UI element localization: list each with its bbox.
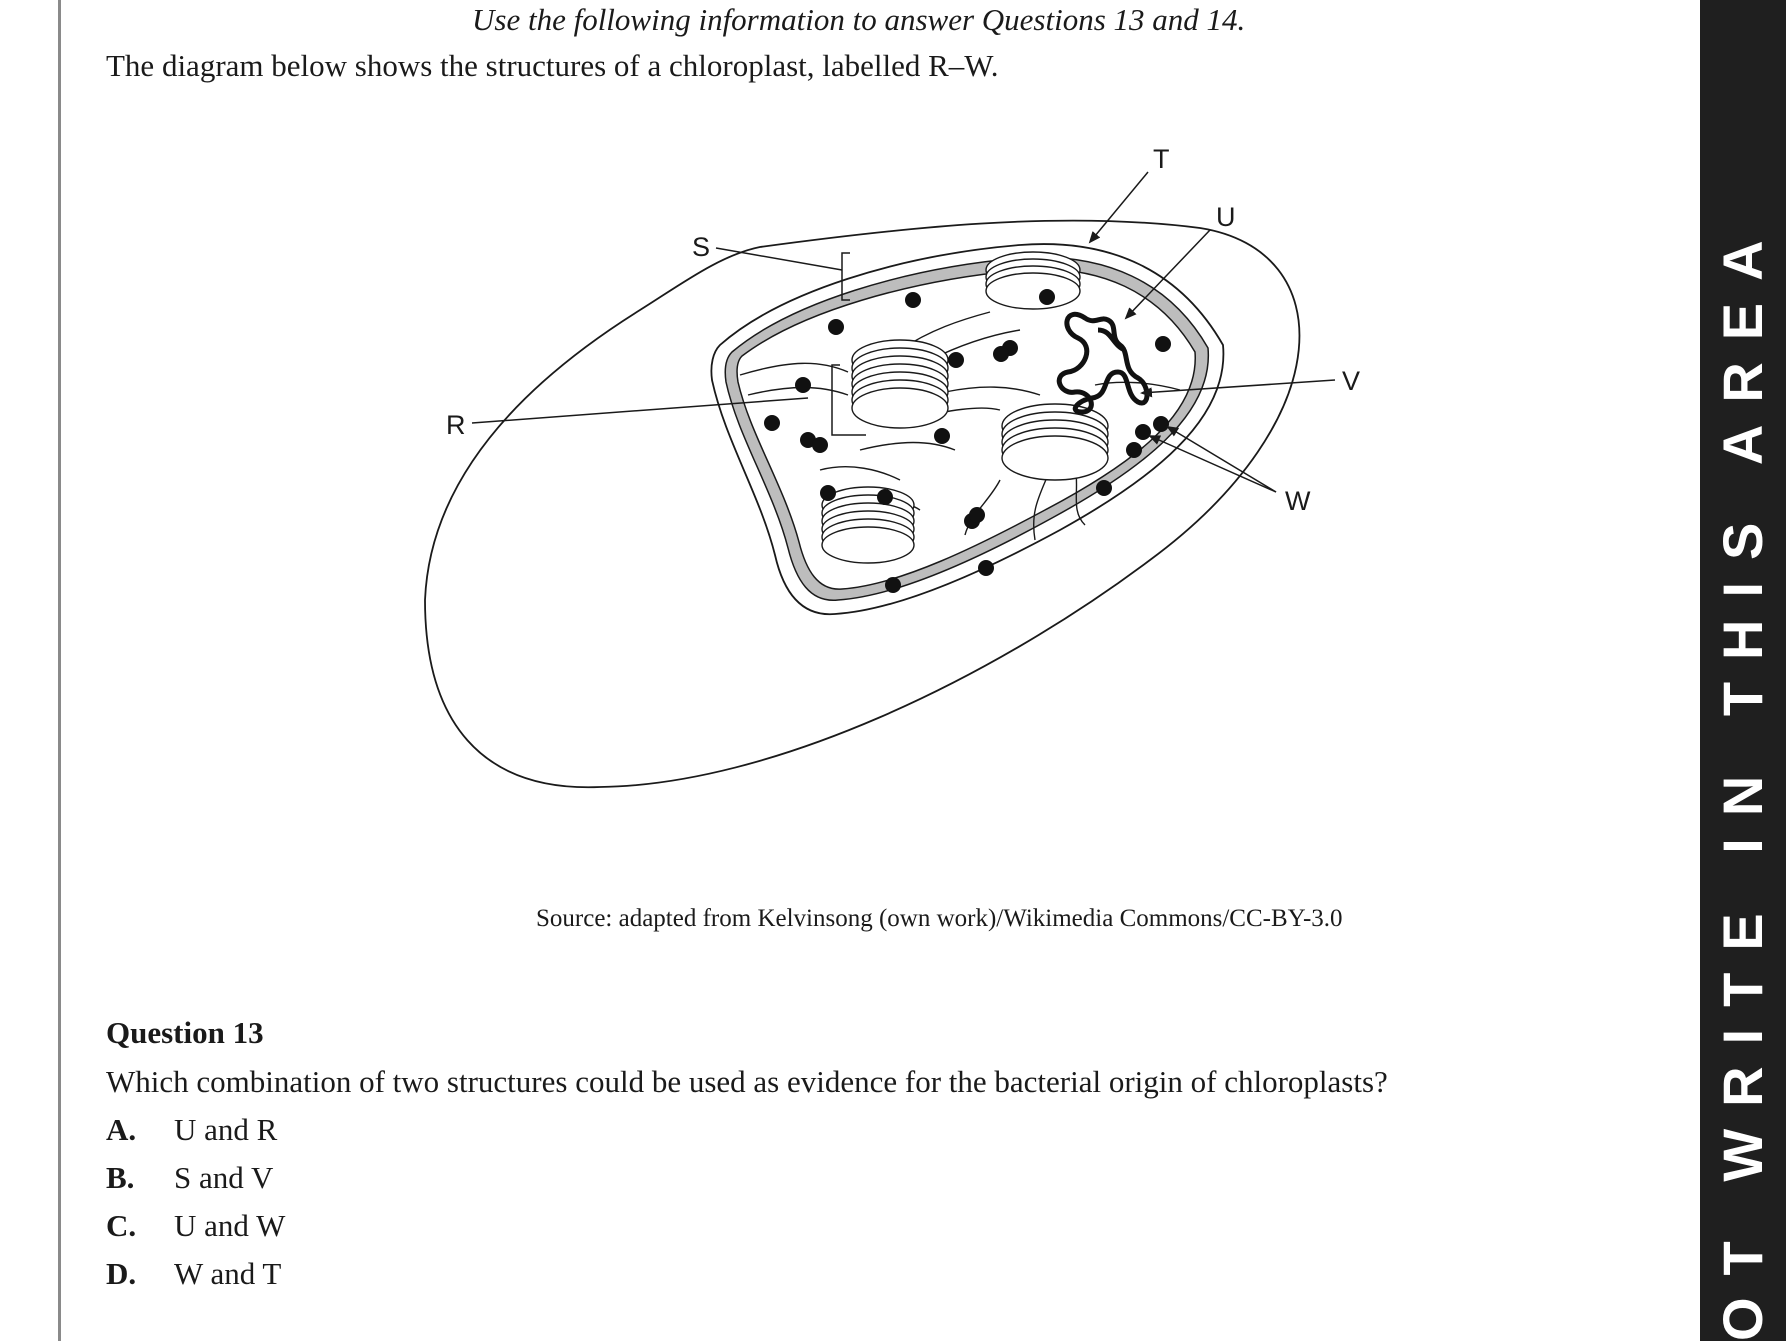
granum-center [1002, 404, 1108, 480]
label-s: S [692, 232, 711, 262]
diagram-description: The diagram below shows the structures of a chloroplast, labelled R–W. [106, 48, 999, 83]
option-text: U and R [174, 1112, 278, 1147]
option-b[interactable] [106, 1160, 273, 1196]
leader-t [1090, 172, 1148, 242]
option-c[interactable] [106, 1208, 285, 1244]
label-v: V [1342, 366, 1361, 396]
option-letter: C. [106, 1208, 137, 1243]
granum-left [852, 340, 948, 428]
label-t: T [1153, 144, 1170, 174]
intro-text: Use the following information to answer Questions 13 and 14. [472, 2, 1246, 37]
option-a[interactable] [106, 1112, 277, 1148]
question-title: Question 13 [106, 1015, 264, 1050]
leader-w1 [1168, 427, 1276, 492]
option-letter: D. [106, 1256, 137, 1291]
option-text: U and W [174, 1208, 286, 1243]
do-not-write-margin-band [1700, 0, 1786, 1341]
option-letter: B. [106, 1160, 135, 1195]
option-letter: A. [106, 1112, 137, 1147]
leader-w2 [1150, 436, 1276, 492]
option-text: W and T [174, 1256, 282, 1291]
granum-lower [822, 487, 914, 563]
question-text: Which combination of two structures could be used as evidence for the bacterial origin of chloroplasts? [106, 1064, 1388, 1099]
option-d[interactable] [106, 1256, 281, 1292]
leader-s [716, 248, 842, 270]
image-source-credit: Source: adapted from Kelvinsong (own work)/Wikimedia Commons/CC-BY-3.0 [536, 905, 1343, 932]
margin-band-text: OT WRITE IN THIS AREA [1711, 218, 1774, 1341]
label-w: W [1285, 486, 1311, 516]
label-r: R [446, 410, 466, 440]
granum-upper [986, 252, 1080, 309]
option-text: S and V [174, 1160, 274, 1195]
label-u: U [1216, 202, 1236, 232]
